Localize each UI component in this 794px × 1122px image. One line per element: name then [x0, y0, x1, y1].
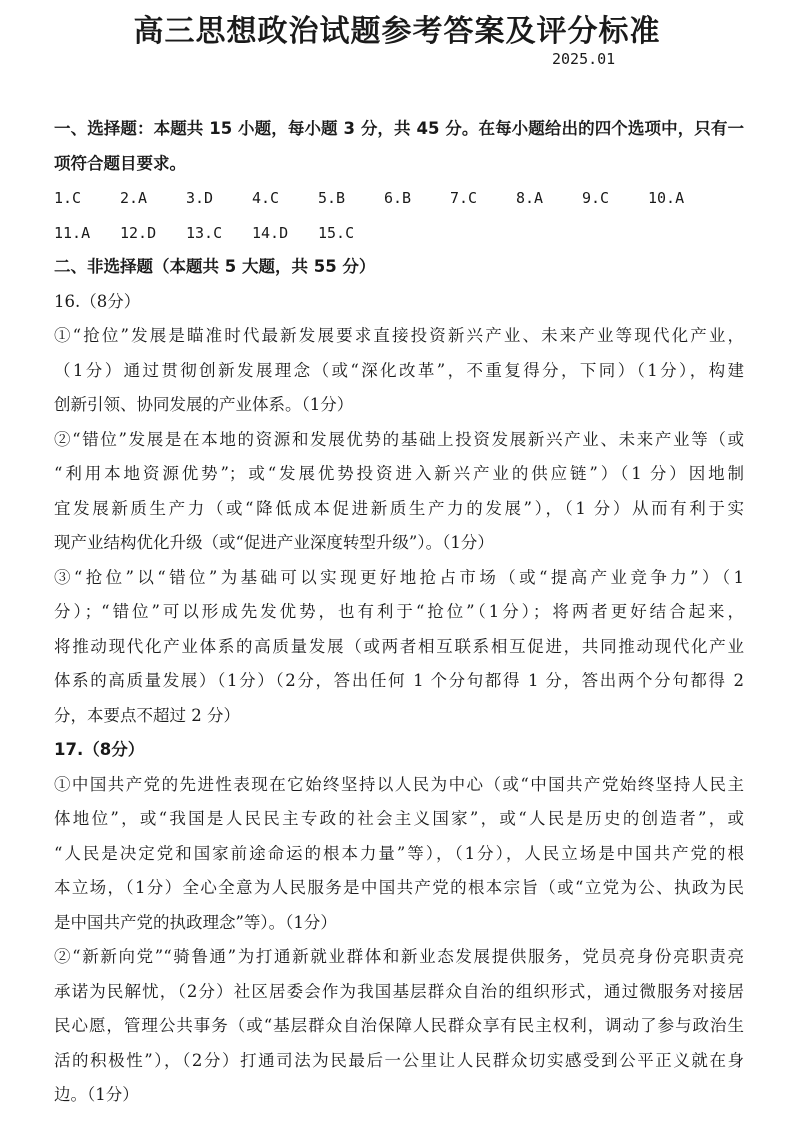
answer-item: 14.D [252, 223, 289, 242]
answer-item: 5.B [318, 189, 346, 207]
answers-row-1 [54, 181, 744, 216]
q16-line: 将推动现代化产业体系的高质量发展（或两者相互联系相互促进，共同推动现代化产业 [54, 636, 744, 656]
answer-item: 8.A [516, 189, 544, 207]
answer-item: 6.B [384, 189, 412, 207]
answer-item: 13.C [186, 223, 223, 242]
q17-line: 民心愿，管理公共事务（或“基层群众自治保障人民群众享有民主权利，调动了参与政治生 [54, 1016, 744, 1035]
q17-line: 活的积极性”），（2分）打通司法为民最后一公里让人民群众切实感受到公平正义就在身 [54, 1050, 744, 1070]
q16-line: 体系的高质量发展）（1分）（2分，答出任何 1 个分句都得 1 分，答出两个分句都得 2 [54, 671, 744, 690]
answer-item: 12.D [120, 223, 157, 242]
q17-line: 本立场，（1分）全心全意为人民服务是中国共产党的根本宗旨（或“立党为公、执政为民 [54, 878, 744, 897]
q17-line: 是中国共产党的执政理念”等）。（1分） [54, 912, 337, 932]
q16-title: 16.（8分） [54, 291, 141, 311]
section1-heading-line1: 一、选择题：本题共 15 小题，每小题 3 分，共 45 分。在每小题给出的四个选项中，只有一 [54, 119, 744, 138]
answer-item: 7.C [450, 189, 478, 207]
exam-date: 2025.01 [552, 50, 616, 68]
q16-line: （1分）通过贯彻创新发展理念（或“深化改革”，不重复得分，下同）（1分），构建 [54, 360, 744, 380]
answer-item: 3.D [186, 189, 214, 207]
q17-line: 边。（1分） [54, 1085, 139, 1104]
document-body [54, 112, 744, 1113]
section1-heading-line2: 项符合题目要求。 [54, 153, 186, 173]
answers-row-2 [54, 216, 744, 251]
q17-line: ②“新新向党”“骑鲁通”为打通新就业群体和新业态发展提供服务，党员亮身份亮职责亮 [54, 947, 744, 966]
answer-item: 1.C [54, 189, 82, 207]
q16-line: 宜发展新质生产力（或“降低成本促进新质生产力的发展”），（1 分）从而有利于实 [54, 498, 744, 518]
q16-line: 分，本要点不超过 2 分） [54, 705, 240, 725]
q16-line: “利用本地资源优势”；或“发展优势投资进入新兴产业的供应链”）（1 分）因地制 [54, 464, 744, 483]
q16-line: 创新引领、协同发展的产业体系。（1分） [54, 395, 354, 414]
q17-line: ①中国共产党的先进性表现在它始终坚持以人民为中心（或“中国共产党始终坚持人民主 [54, 774, 744, 794]
answer-item: 11.A [54, 223, 91, 242]
q17-title: 17.（8分） [54, 740, 145, 759]
q16-line: 现产业结构优化升级（或“促进产业深度转型升级”）。（1分） [54, 533, 494, 552]
answer-item: 10.A [648, 189, 685, 207]
q16-line: 分）；“错位”可以形成先发优势，也有利于“抢位”（1分）；将两者更好结合起来， [54, 602, 744, 621]
page-title: 高三思想政治试题参考答案及评分标准 [133, 14, 661, 49]
q17-line: 承诺为民解忧，（2分）社区居委会作为我国基层群众自治的组织形式，通过微服务对接居 [54, 981, 744, 1001]
q16-line: ①“抢位”发展是瞄准时代最新发展要求直接投资新兴产业、未来产业等现代化产业， [54, 326, 744, 345]
answer-item: 4.C [252, 189, 280, 207]
q17-line: 体地位”，或“我国是人民民主专政的社会主义国家”，或“人民是历史的创造者”，或 [54, 809, 744, 828]
answer-item: 2.A [120, 189, 148, 207]
answer-item: 9.C [582, 189, 610, 207]
q16-line: ③“抢位”以“错位”为基础可以实现更好地抢占市场（或“提高产业竞争力”）（1 [54, 567, 744, 587]
section2-heading: 二、非选择题（本题共 5 大题，共 55 分） [54, 257, 376, 276]
answer-item: 15.C [318, 223, 355, 242]
q17-line: “人民是决定党和国家前途命运的根本力量”等），（1分），人民立场是中国共产党的根 [54, 843, 744, 863]
q16-line: ②“错位”发展是在本地的资源和发展优势的基础上投资发展新兴产业、未来产业等（或 [54, 429, 744, 449]
